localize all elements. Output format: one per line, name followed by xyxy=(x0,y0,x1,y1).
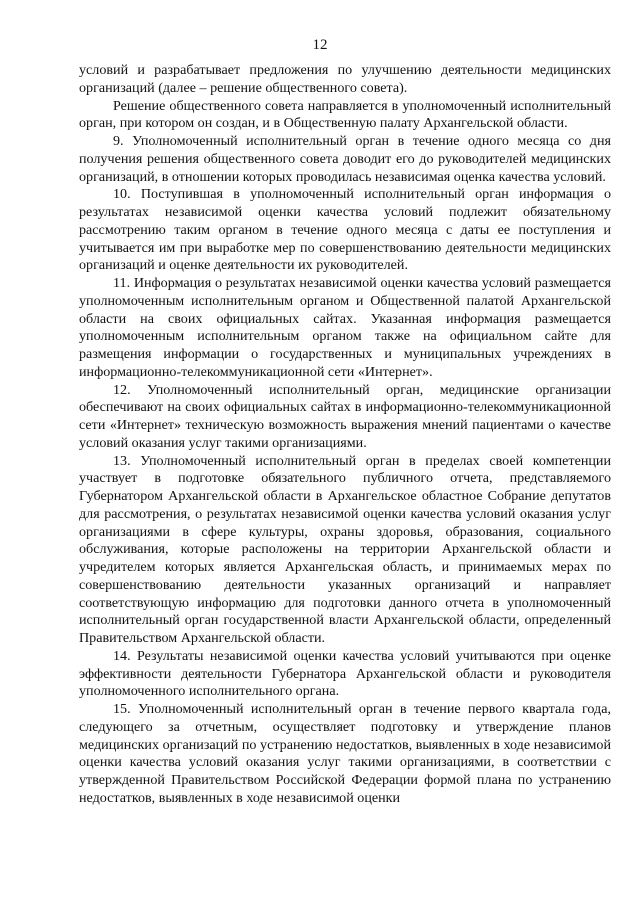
paragraph-item-15: 15. Уполномоченный исполнительный орган в течение первого квартала года, следующего за отчетным, осуществляет подготовку и утверждение планов медицинских организаций по устранению недостатков, выявленных в ходе независимой оценки качества условий оказания услуг такими организациями, в соответствии с утвержденной Правительством Российской Федерации формой плана по устранению недостатков, выявленных в ходе независимой оценки xyxy=(79,701,611,806)
paragraph-item-11: 11. Информация о результатах независимой оценки качества условий размещается уполномоченным исполнительным органом и Общественной палатой Архангельской области на своих официальных сайтах. Указанная информация размещается уполномоченным исполнительным органом также на официальном сайте для размещения информации о государственных и муниципальных учреждениях в информационно-телекоммуникационной сети «Интернет». xyxy=(79,275,611,380)
paragraph-continuation: условий и разрабатывает предложения по улучшению деятельности медицинских организаций (далее – решение общественного совета). xyxy=(79,62,611,96)
paragraph-item-10: 10. Поступившая в уполномоченный исполнительный орган информация о результатах независимой оценки качества условий подлежит обязательному рассмотрению таким органом в течение одного месяца с даты ее поступления и учитывается им при выработке мер по совершенствованию деятельности медицинских организаций и оценке деятельности их руководителей. xyxy=(79,186,611,274)
paragraph-item-14: 14. Результаты независимой оценки качества условий учитываются при оценке эффективности деятельности Губернатора Архангельской области и руководителя уполномоченного исполнительного органа. xyxy=(79,647,611,700)
paragraph-item-9: 9. Уполномоченный исполнительный орган в течение одного месяца со дня получения решения общественного совета доводит его до руководителей медицинских организаций, в отношении которых проводилась независимая оценка качества условий. xyxy=(79,133,611,185)
paragraph-item-12: 12. Уполномоченный исполнительный орган, медицинские организации обеспечивают на своих официальных сайтах в информационно-телекоммуникационной сети «Интернет» техническую возможность выражения мнений пациентами о качестве условий оказания услуг такими организациями. xyxy=(79,381,611,451)
paragraph-council-decision: Решение общественного совета направляется в уполномоченный исполнительный орган, при котором он создан, и в Общественную палату Архангельской области. xyxy=(79,97,611,132)
document-body xyxy=(79,62,611,808)
page-number: 12 xyxy=(312,37,328,53)
paragraph-item-13: 13. Уполномоченный исполнительный орган в пределах своей компетенции участвует в подготовке обязательного публичного отчета, представляемого Губернатором Архангельской области в Архангельское областное Собрание депутатов для рассмотрения, о результатах независимой оценки качества условий оказания услуг организациями в сфере культуры, охраны здоровья, образования, социального обслуживания, которые расположены на территории Архангельской области и учредителем которых является Архангельская область, и принимаемых мерах по совершенствованию деятельности указанных организаций и направляет соответствующую информацию для подготовки данного отчета в уполномоченный исполнительный орган государственной власти Архангельской области, определенный Правительством Архангельской области. xyxy=(79,452,611,646)
